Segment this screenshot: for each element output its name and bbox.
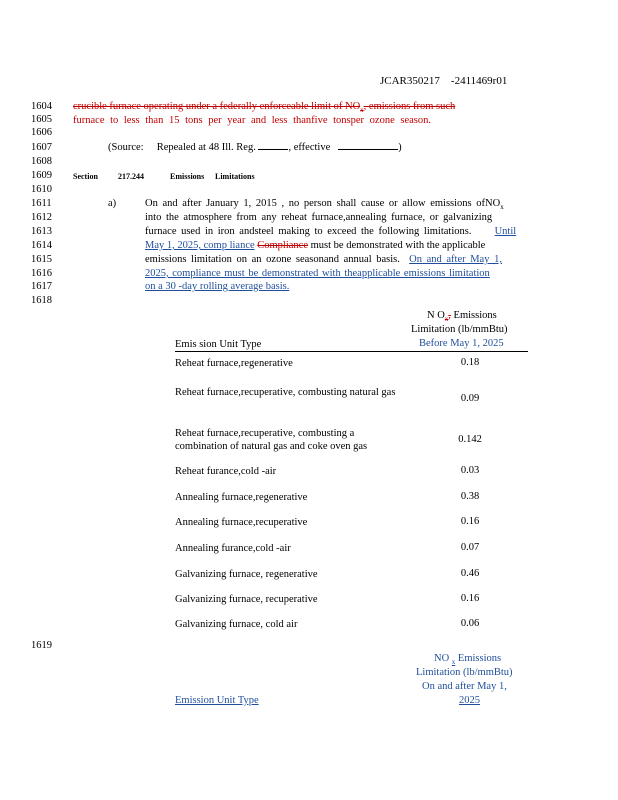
- section-title: Emissions: [170, 172, 205, 181]
- source-line: [108, 142, 402, 153]
- line-number: 1608: [31, 156, 52, 167]
- line-number: 1606: [31, 127, 52, 138]
- table2-col-limit-line2: Limitation (lb/mmBtu): [416, 667, 513, 678]
- struck-text-end: emissions from such: [368, 101, 456, 112]
- line-number: 1619: [31, 640, 52, 651]
- table2-col-limit-line4: 2025: [459, 695, 480, 706]
- line-number: 1615: [31, 254, 52, 265]
- para-a-line: furnace used in iron andsteel making to exceed the following limitations. Until: [145, 226, 517, 237]
- line-number: 1605: [31, 114, 52, 125]
- line-number: 1613: [31, 226, 52, 237]
- line-number: 1612: [31, 212, 52, 223]
- document-header: [380, 75, 507, 87]
- inserted-text: May 1, 2025, comp liance: [145, 240, 255, 251]
- effective-text: , effective: [288, 142, 331, 153]
- repealed-text: Repealed at 48 Ill. Reg.: [156, 142, 256, 153]
- doc-id: JCAR350217: [380, 75, 440, 87]
- section-label: Section: [73, 172, 98, 181]
- line-number: 1607: [31, 142, 52, 153]
- line-number: 1618: [31, 295, 52, 306]
- doc-number: -2411469r01: [450, 75, 508, 87]
- inserted-text: on a 30 -day rolling average basis.: [145, 281, 290, 292]
- table1-col-unit: Emis sion Unit Type: [175, 339, 262, 350]
- table2-col-limit-line3: On and after May 1,: [422, 681, 507, 692]
- inserted-text: Until: [494, 226, 517, 237]
- para-a-line: On and after January 1, 2015 , no person shall cause or allow emissions ofNO$_x$: [145, 198, 504, 212]
- struck-text: crucible furnace operating under a federally enforceable limit of NO: [73, 101, 361, 112]
- line-number: 1604: [31, 101, 52, 112]
- subscript-x: x: [360, 106, 364, 115]
- struck-text: Compliance: [257, 240, 309, 251]
- inserted-text: 2025, compliance must be demonstrated with theapplicable emissions limitation: [145, 268, 490, 279]
- line-number: 1609: [31, 170, 52, 181]
- line-number: 1614: [31, 240, 52, 251]
- table2-col-limit-line1: NO $_x$ Emissions: [434, 653, 502, 667]
- para-a-line: into the atmosphere from any reheat furnace,annealing furnace, or galvanizing: [145, 212, 493, 223]
- table1-header-rule: [175, 351, 528, 352]
- section-limitations: Limitations: [215, 172, 255, 181]
- line-number: 1611: [31, 198, 52, 209]
- table1-col-limit-line3: Before May 1, 2025: [419, 338, 504, 349]
- para-a-line: emissions limitation on an ozone seasonand annual basis. On and after May 1,: [145, 254, 502, 265]
- line-number: 1610: [31, 184, 52, 195]
- close-paren: ): [398, 142, 402, 153]
- red-line: furnace to less than 15 tons per year and less thanfive tonsper ozone season.: [73, 115, 431, 126]
- source-label: (Source:: [108, 142, 144, 153]
- section-number: 217.244: [118, 172, 144, 181]
- struck-line: crucible furnace operating under a federally enforceable limit of $NO_x$, emissions from such: [73, 101, 456, 115]
- line-number: 1616: [31, 268, 52, 279]
- para-marker: a): [108, 198, 117, 209]
- table2-col-unit: Emission Unit Type: [175, 695, 259, 706]
- para-a-line: May 1, 2025, comp liance Compliance must be demonstrated with the applicable: [145, 240, 486, 251]
- table1-col-limit-line2: Limitation (lb/mmBtu): [411, 324, 508, 335]
- table1-col-limit-line1: N $O_x$, Emissions: [427, 310, 497, 324]
- inserted-text: On and after May 1,: [409, 254, 502, 265]
- line-number: 1617: [31, 281, 52, 292]
